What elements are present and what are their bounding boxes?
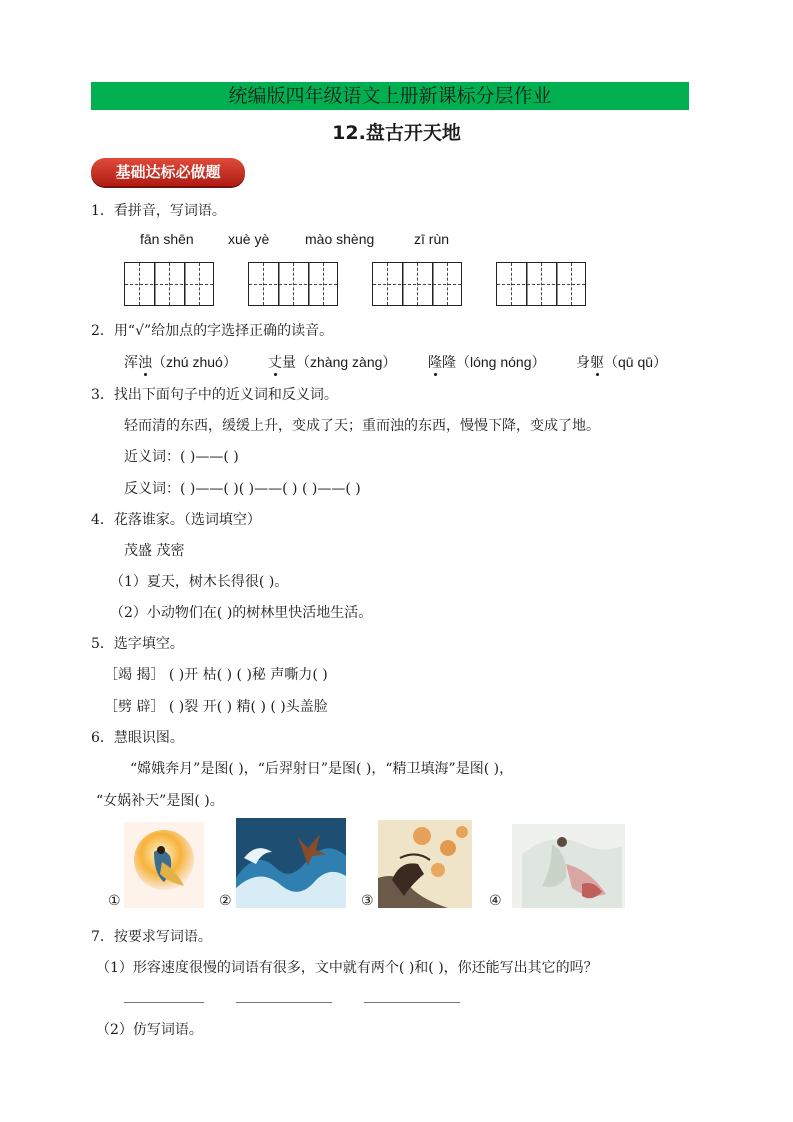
- reading-options[interactable]: （qū qū）: [604, 354, 668, 370]
- answer-blank-1[interactable]: [124, 1002, 204, 1003]
- q2-item-text: 身: [576, 355, 590, 371]
- reading-options[interactable]: （zhàng zàng）: [296, 354, 397, 370]
- q6-line-2[interactable]: “女娲补天”是图( )。: [96, 793, 224, 809]
- q3-prompt: 3．找出下面句子中的近义词和反义词。: [91, 387, 338, 403]
- section-tag: 基础达标必做题: [91, 158, 245, 186]
- q4-options: 茂盛 茂密: [124, 543, 185, 559]
- q7-prompt: 7．按要求写词语。: [91, 929, 212, 945]
- q2-item-2: [268, 352, 396, 372]
- answer-blank-3[interactable]: [364, 1002, 460, 1003]
- q2-prompt: 2．用“√”给加点的字选择正确的读音。: [91, 323, 334, 339]
- q6-line-1[interactable]: “嫦娥奔月”是图( )，“后羿射日”是图( )，“精卫填海”是图( )，: [130, 761, 514, 777]
- picture-label-3: ③: [361, 893, 374, 909]
- q5-row-1[interactable]: ［竭 揭］ ( )开 枯( ) ( )秘 声嘶力( ): [104, 667, 328, 683]
- answer-blank-2[interactable]: [236, 1002, 332, 1003]
- q1-prompt: 1．看拼音，写词语。: [91, 203, 226, 219]
- q5-row-2[interactable]: ［劈 辟］ ( )裂 开( ) 精( ) ( )头盖脸: [104, 699, 328, 715]
- reading-options[interactable]: （zhú zhuó）: [152, 354, 237, 370]
- q1-writing-grid-3[interactable]: [372, 262, 462, 306]
- dotted-char: 躯: [590, 352, 604, 372]
- q3-synonym-line[interactable]: 近义词：( )——( ): [124, 449, 239, 465]
- q7-question-2: （2）仿写词语。: [96, 1022, 203, 1038]
- page-banner: 统编版四年级语文上册新课标分层作业: [91, 82, 689, 110]
- q2-item-1: [124, 352, 237, 372]
- picture-label-2: ②: [219, 893, 232, 909]
- picture-label-1: ①: [108, 893, 121, 909]
- q2-item-text: 隆: [442, 355, 456, 371]
- q1-pinyin-2: xuè yè: [228, 231, 270, 247]
- q1-writing-grid-1[interactable]: [124, 262, 214, 306]
- q2-item-4: [576, 352, 667, 372]
- q1-pinyin-4: zī rùn: [414, 231, 450, 247]
- picture-houyi: [378, 820, 472, 908]
- q2-item-text: 量: [282, 355, 296, 371]
- q7-question-1[interactable]: （1）形容速度很慢的词语有很多，文中就有两个( )和( )，你还能写出其它的吗？: [96, 960, 598, 976]
- picture-nuwa: [512, 824, 625, 908]
- q4-sentence-2[interactable]: （2）小动物们在( )的树林里快活地生活。: [110, 605, 373, 621]
- q1-writing-grid-2[interactable]: [248, 262, 338, 306]
- picture-label-4: ④: [489, 893, 502, 909]
- q4-prompt: 4．花落谁家。（选词填空）: [91, 512, 261, 528]
- dotted-char: 隆: [428, 352, 442, 372]
- q1-writing-grid-4[interactable]: [496, 262, 586, 306]
- q6-prompt: 6．慧眼识图。: [91, 730, 184, 746]
- q2-item-3: [428, 352, 546, 372]
- picture-jingwei: [236, 818, 346, 908]
- reading-options[interactable]: （lóng nóng）: [456, 354, 546, 370]
- picture-chang-e: [124, 822, 204, 908]
- lesson-title: 12.盘古开天地: [332, 122, 461, 144]
- dotted-char: 丈: [268, 352, 282, 372]
- q2-item-text: 浑: [124, 355, 138, 371]
- q3-sentence: 轻而清的东西，缓缓上升，变成了天；重而浊的东西，慢慢下降，变成了地。: [124, 418, 600, 434]
- q4-sentence-1[interactable]: （1）夏天，树木长得很( )。: [110, 574, 289, 590]
- q5-prompt: 5．选字填空。: [91, 636, 184, 652]
- q1-pinyin-3: mào shèng: [305, 231, 375, 247]
- dotted-char: 浊: [138, 352, 152, 372]
- q3-antonym-line[interactable]: 反义词：( )——( )( )——( ) ( )——( ): [124, 481, 361, 497]
- q1-pinyin-1: fān shēn: [140, 231, 194, 247]
